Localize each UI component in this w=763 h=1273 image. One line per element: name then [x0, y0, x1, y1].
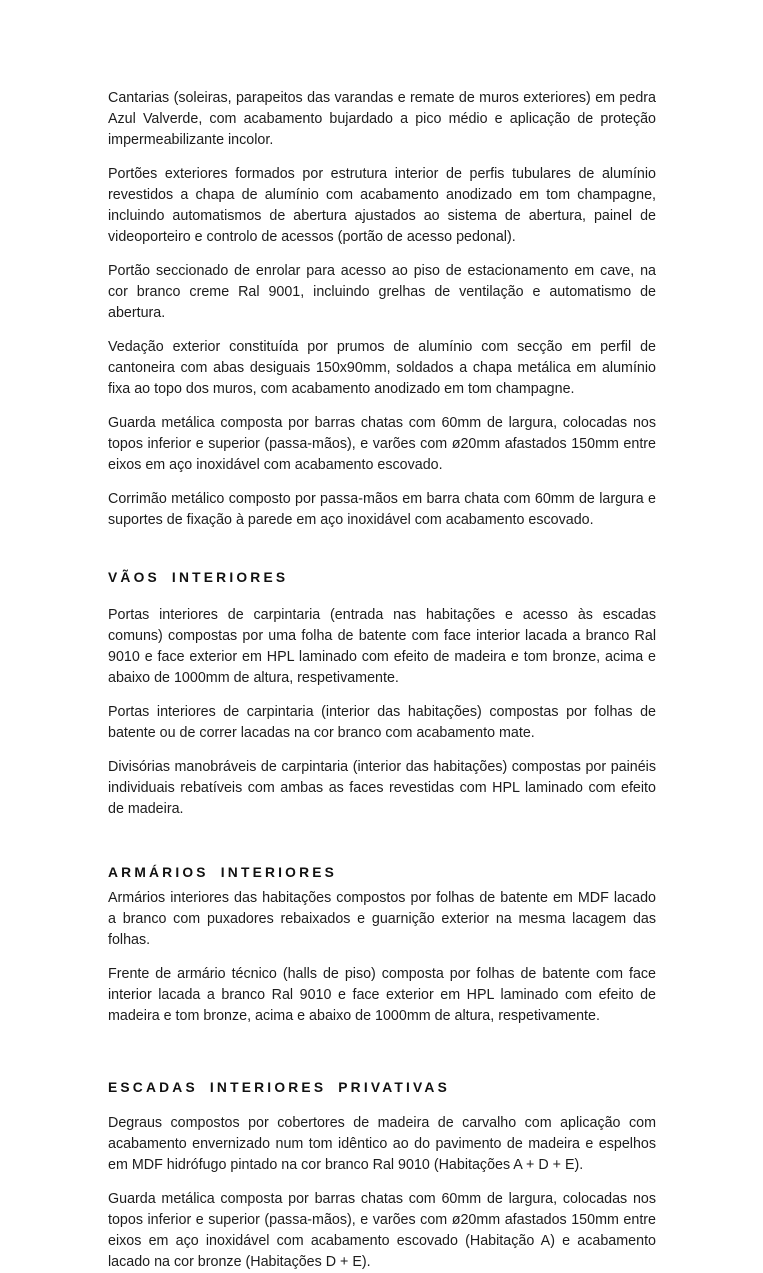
paragraph-guarda-metalica-exterior: Guarda metálica composta por barras chatas com 60mm de largura, colocadas nos topos inferior e superior (passa-mãos), e varões com ø20mm afastados 150mm entre eixos em aço inoxidável com acabamento escovado. — [108, 415, 656, 473]
paragraph-portao-seccionado: Portão seccionado de enrolar para acesso ao piso de estacionamento em cave, na cor branco creme Ral 9001, incluindo grelhas de ventilação e automatismo de abertura. — [108, 263, 656, 321]
section-heading-vaos-interiores: VÃOS INTERIORES — [108, 570, 289, 585]
paragraph-degraus: Degraus compostos por cobertores de madeira de carvalho com aplicação com acabamento envernizado num tom idêntico ao do pavimento de madeira e espelhos em MDF hidrófugo pintado na cor branco Ral 9010 (Habitações A + D + E). — [108, 1115, 656, 1173]
paragraph-portas-interior: Portas interiores de carpintaria (interior das habitações) compostas por folhas de batente ou de correr lacadas na cor branco com acabamento mate. — [108, 704, 656, 741]
section-armarios-interiores — [108, 863, 656, 1027]
document-body — [108, 88, 656, 1273]
section-escadas-interiores-privativas — [108, 1078, 656, 1273]
section-heading-escadas-interiores: ESCADAS INTERIORES PRIVATIVAS — [108, 1080, 450, 1095]
section-exterior-continued — [108, 88, 656, 531]
paragraph-armarios-habitacoes: Armários interiores das habitações compostos por folhas de batente em MDF lacado a branco com puxadores rebaixados e guarnição exterior na mesma lacagem das folhas. — [108, 890, 656, 948]
paragraph-portoes-exteriores: Portões exteriores formados por estrutura interior de perfis tubulares de alumínio revestidos a chapa de alumínio com acabamento anodizado em tom champagne, incluindo automatismos de abertura ajustados ao sistema de abertura, painel de videoporteiro e controlo de acessos (portão de acesso pedonal). — [108, 166, 656, 245]
paragraph-divisorias: Divisórias manobráveis de carpintaria (interior das habitações) compostas por painéis individuais rebatíveis com ambas as faces revestidas com HPL laminado com efeito de madeira. — [108, 759, 656, 817]
paragraph-frente-armario-tecnico: Frente de armário técnico (halls de piso) composta por folhas de batente com face interior lacada a branco Ral 9010 e face exterior em HPL laminado com efeito de madeira e tom bronze, acima e abaixo de 1000mm de altura, respetivamente. — [108, 966, 656, 1024]
paragraph-cantarias: Cantarias (soleiras, parapeitos das varandas e remate de muros exteriores) em pedra Azul Valverde, com acabamento bujardado a pico médio e aplicação de proteção impermeabilizante incolor. — [108, 90, 656, 148]
paragraph-vedacao-exterior: Vedação exterior constituída por prumos de alumínio com secção em perfil de cantoneira com abas desiguais 150x90mm, soldados a chapa metálica em alumínio fixa ao topo dos muros, com acabamento anodizado em tom champagne. — [108, 339, 656, 397]
paragraph-guarda-metalica-escadas: Guarda metálica composta por barras chatas com 60mm de largura, colocadas nos topos inferior e superior (passa-mãos), e varões com ø20mm afastados 150mm entre eixos em aço inoxidável com acabamento escovado (Habitação A) e acabamento lacado na cor bronze (Habitações D + E). — [108, 1191, 656, 1270]
section-heading-armarios-interiores: ARMÁRIOS INTERIORES — [108, 865, 338, 880]
section-vaos-interiores — [108, 568, 656, 820]
paragraph-portas-entrada: Portas interiores de carpintaria (entrada nas habitações e acesso às escadas comuns) compostas por uma folha de batente com face interior lacada a branco Ral 9010 e face exterior em HPL laminado com efeito de madeira e tom bronze, acima e abaixo de 1000mm de altura, respetivamente. — [108, 607, 656, 686]
paragraph-corrimao-metalico: Corrimão metálico composto por passa-mãos em barra chata com 60mm de largura e suportes de fixação à parede em aço inoxidável com acabamento escovado. — [108, 491, 656, 528]
